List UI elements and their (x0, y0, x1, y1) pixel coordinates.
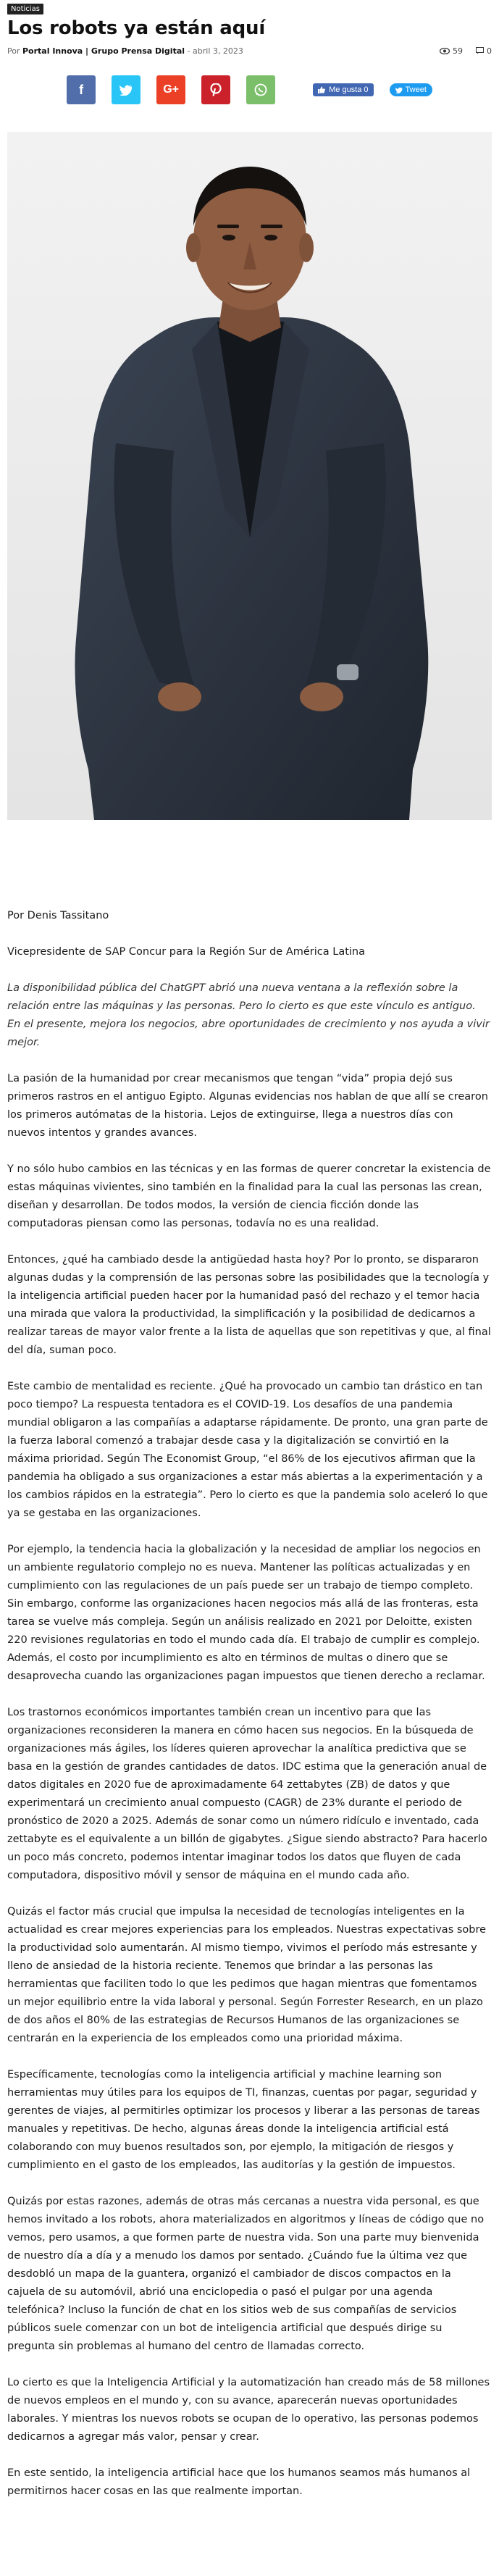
body-paragraph: Quizás por estas razones, además de otras más cercanas a nuestra vida personal, es que hemos invitado a los robots, ahora materializados en algoritmos y líneas de código que no vemos, pero usamos, a que formen parte de nuestra vida. Son una parte muy bienvenida de nuestro día a día y a menudo los damos por sentado. ¿Cuándo fue la última vez que desdobló un mapa de la guantera, organizó el cambiador de discos compactos en la cajuela de su automóvil, abrió una enciclopedia o pasó el pulgar por una agenda telefónica? Incluso la función de chat en los sitios web de sus compañías de servicios públicos suele comenzar con un bot de inteligencia artificial que después dirige su pregunta sin problemas al humano del centro de llamadas correcto. (7, 2196, 485, 2352)
category-badge[interactable]: Noticias (7, 4, 43, 14)
pinterest-share-button[interactable] (201, 75, 230, 104)
post-counts (440, 46, 492, 56)
author-line (7, 46, 243, 56)
body-paragraph: Y no sólo hubo cambios en las técnicas y en las formas de querer concretar la existencia de estas máquinas vivientes, sino también en la finalidad para la cual las personas las crean, diseñan y desarrollan. De todos modos, la versión de ciencia ficción donde las computadoras piensan como las personas, todavía no es una realidad. (7, 1163, 491, 1229)
byline: Por Denis Tassitano (7, 910, 109, 921)
author-portrait-image (7, 132, 492, 820)
body-paragraph: Lo cierto es que la Inteligencia Artificial y la automatización han creado más de 58 millones de nuevos empleos en el mundo y, con su avance, aparecerán nuevas oportunidades laborales. Y mientras los nuevos robots se ocupan de lo operativo, las personas podemos dedicarnos a agregar más valor, pensar y crear. (7, 2377, 490, 2443)
body-paragraph: Quizás el factor más crucial que impulsa la necesidad de tecnologías inteligentes en la actualidad es crear mejores experiencias para los empleados. Nuestras expectativas sobre la productividad solo aumentarán. Al mismo tiempo, vivimos el período más estresante y lleno de ansiedad de la historia reciente. Tenemos que brindar a las personas las herramientas que faciliten todo lo que les pedimos que hagan mientras que fomentamos un mejor equilibrio entre la vida laboral y personal. Según Forrester Research, en un plazo de dos años el 80% de las estrategias de Recursos Humanos de las organizaciones se centrarán en la experiencia de los empleados como una prioridad máxima. (7, 1906, 487, 2044)
body-paragraph: Entonces, ¿qué ha cambiado desde la antigüedad hasta hoy? Por lo pronto, se dispararon algunas dudas y la comprensión de las personas sobre las posibilidades que la tecnología y la inteligencia artificial pueden hacer por la humanidad pasó del rechazo y el temor hacia una mirada que valora la productividad, la simplificación y la posibilidad de dedicarnos a realizar tareas de mayor valor frente a la lista de aquellas que son repetitivas y que, al final del día, suman poco. (7, 1254, 491, 1356)
body-paragraph: La pasión de la humanidad por crear mecanismos que tengan “vida” propia dejó sus primeros rastros en el antiguo Egipto. Algunas evidencias nos hablan de que allí se crearon los primeros autómatas de la historia. Lejos de extinguirse, llega a nuestros días con nuevos intentos y grandes avances. (7, 1073, 488, 1139)
author-role: Vicepresidente de SAP Concur para la Región Sur de América Latina (7, 946, 365, 958)
google-plus-share-button[interactable] (156, 75, 185, 104)
pinterest-icon (210, 83, 222, 96)
body-paragraph: Específicamente, tecnologías como la inteligencia artificial y machine learning son herramientas muy útiles para los equipos de TI, finanzas, cuentas por pagar, seguridad y gerentes de viajes, al permitirles optimizar los procesos y liberar a las personas de tareas manuales y repetitivas. De hecho, algunas áreas donde la inteligencia artificial está colaborando con muy buenos resultados son, por ejemplo, la mitigación de riesgos y cumplimiento en el gasto de los empleados, las auditorías y la gestión de impuestos. (7, 2069, 480, 2171)
comment-icon (476, 47, 484, 54)
body-paragraph: Este cambio de mentalidad es reciente. ¿Qué ha provocado un cambio tan drástico en tan poco tiempo? La respuesta tentadora es el COVID-19. Los desafíos de una pandemia mundial obligaron a las compañías a adaptarse rápidamente. De pronto, una gran parte de la fuerza laboral comenzó a trabajar desde casa y la digitalización se convirtió en la máxima prioridad. Según The Economist Group, “el 86% de los ejecutivos afirman que la pandemia ha obligado a sus organizaciones a estar más abiertas a la experimentación y a los cambios rápidos en la estrategia”. Pero lo cierto es que la pandemia solo aceleró lo que ya se gestaba en las organizaciones. (7, 1381, 488, 1519)
meta-separator: - (187, 46, 190, 56)
post-meta (7, 45, 492, 57)
share-bar (7, 75, 492, 104)
body-paragraph: Por ejemplo, la tendencia hacia la globalización y la necesidad de ampliar los negocios en un ambiente regulatorio complejo no es nueva. Mantener las políticas actualizadas y en cumplimiento con las regulaciones de un país puede ser un trabajo de tiempo completo. Sin embargo, conforme las organizaciones hacen negocios más allá de las fronteras, esta tarea se vuelve más compleja. Según un análisis realizado en 2021 por Deloitte, existen 220 revisiones regulatorias en todo el mundo cada día. El trabajo de cumplir es complejo. Además, el costo por incumplimiento es alto en términos de multas o dinero que se desaprovecha cuando las organizaciones pagan impuestos que tienen derecho a reclamar. (7, 1544, 485, 1682)
body-paragraph: En este sentido, la inteligencia artificial hace que los humanos seamos más humanos al permitirnos hacer cosas en las que realmente importan. (7, 2467, 471, 2497)
facebook-icon: f (79, 82, 84, 97)
post-date: abril 3, 2023 (193, 46, 243, 56)
whatsapp-icon (253, 83, 268, 97)
twitter-icon (119, 85, 133, 96)
facebook-like-button[interactable] (313, 83, 373, 96)
tweet-label: Tweet (405, 85, 427, 94)
bird-icon (395, 87, 403, 93)
tweet-button[interactable] (390, 83, 432, 96)
body-paragraph: Los trastornos económicos importantes también crean un incentivo para que las organizaciones reconsideren la manera en cómo hacen sus negocios. En la búsqueda de organizaciones más ágiles, los líderes quieren aprovechar la analítica predictiva que se basa en la gestión de grandes cantidades de datos. IDC estima que la generación anual de datos digitales en 2020 fue de aproximadamente 64 zettabytes (ZB) de datos y que experimentará un crecimiento anual compuesto (CAGR) de 23% durante el periodo de pronóstico de 2020 a 2025. Además de sonar como un número ridículo e inventado, cada zettabyte es el equivalente a un billón de gigabytes. ¿Sigue siendo abstracto? Para hacerlo un poco más concreto, podemos intentar imaginar todos los datos que fluyen de cada computadora, dispositivo móvil y sensor de máquina en el mundo cada año. (7, 1707, 487, 1881)
views-count (440, 46, 463, 56)
comments-value: 0 (487, 46, 492, 56)
author-link[interactable]: Portal Innova | Grupo Prensa Digital (22, 46, 185, 56)
thumbs-up-icon (318, 86, 325, 93)
whatsapp-share-button[interactable] (246, 75, 275, 104)
twitter-share-button[interactable] (112, 75, 141, 104)
like-label: Me gusta 0 (329, 85, 369, 94)
comments-count[interactable] (476, 46, 492, 56)
article-title: Los robots ya están aquí (7, 17, 266, 39)
views-value: 59 (453, 46, 463, 56)
article-body (7, 907, 492, 2501)
eye-icon (440, 48, 450, 54)
facebook-share-button[interactable] (67, 75, 96, 104)
by-label: Por (7, 46, 20, 56)
lead-paragraph: La disponibilidad pública del ChatGPT abrió una nueva ventana a la reflexión sobre la relación entre las máquinas y las personas. Pero lo cierto es que este vínculo es antiguo. En el presente, mejora los negocios, abre oportunidades de crecimiento y nos ayuda a vivir mejor. (7, 982, 490, 1048)
google-plus-icon: G+ (163, 83, 179, 96)
